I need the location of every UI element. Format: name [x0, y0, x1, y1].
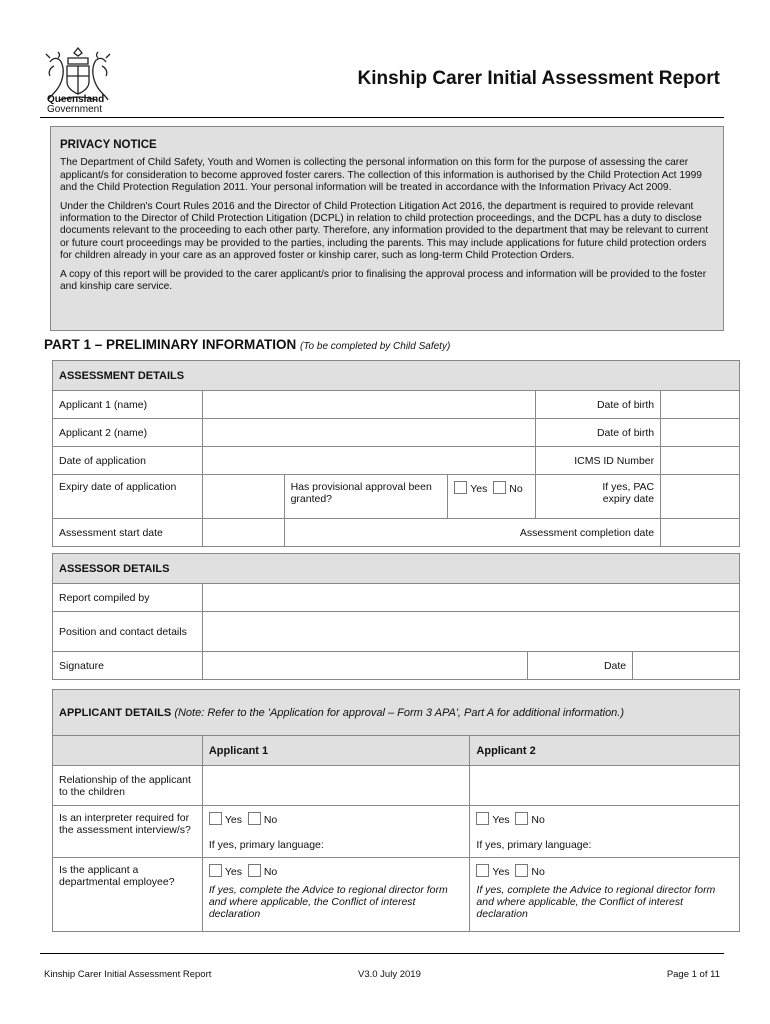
applicant-heading: APPLICANT DETAILS — [59, 706, 172, 719]
applicant1-interpreter-cell — [202, 806, 470, 858]
applicant1-relationship-field[interactable] — [202, 766, 470, 806]
footer-version: V3.0 July 2019 — [358, 969, 421, 980]
footer-page-number: Page 1 of 11 — [666, 969, 720, 980]
applicant1-employee-cell — [202, 858, 470, 932]
applicant1-employee-yes-label: Yes — [224, 866, 242, 878]
assessment-completion-label: Assessment completion date — [284, 519, 661, 547]
applicant1-advice-text: If yes, complete the Advice to regional director form and where applicable, the Conflict of interest declaration — [208, 884, 448, 920]
footer-divider — [40, 953, 724, 954]
applicant1-label: Applicant 1 (name) — [53, 391, 203, 419]
assessor-details-table — [52, 553, 740, 680]
applicant-table-corner — [53, 736, 203, 766]
privacy-paragraph-2: Under the Children's Court Rules 2016 and the Director of Child Protection Litigation Act 2016, the department is required to provide relevant information to the Director of Child Protection Litigation (DCPL) in relation to child protection proceedings, and the DCPL has a duty to disclose documents relevant to the proceeding to each other party. Therefore, any information provided to the department that may be relevant to current or future court proceedings may be provided to the parties, including the parents. This may include applications for future child protection orders for children already in your care as an approved foster or kinship carer, such as long-term Child Protection Orders. — [60, 200, 709, 262]
icms-id-field[interactable] — [661, 447, 740, 475]
applicant1-language-label: If yes, primary language: — [208, 839, 324, 851]
page-title: Kinship Carer Initial Assessment Report — [357, 68, 720, 89]
assessment-start-field[interactable] — [202, 519, 284, 547]
assessment-details-table — [52, 360, 740, 547]
applicant2-interpreter-no-checkbox[interactable] — [515, 812, 528, 825]
applicant2-advice-text: If yes, complete the Advice to regional director form and where applicable, the Conflict of interest declaration — [476, 884, 716, 920]
applicant1-employee-no-checkbox[interactable] — [248, 864, 261, 877]
applicant-heading-cell — [53, 690, 740, 736]
applicant1-interpreter-no-label: No — [263, 814, 278, 826]
header-divider — [40, 117, 724, 118]
provisional-no-checkbox[interactable] — [493, 481, 506, 494]
relationship-label: Relationship of the applicant to the children — [53, 766, 203, 806]
org-name-line2: Government — [47, 104, 103, 115]
signature-date-field[interactable] — [633, 652, 740, 680]
privacy-paragraph-1: The Department of Child Safety, Youth and Women is collecting the personal information on this form for the purpose of assessing the carer applicant/s for consideration to become approved foster carers. The collection of this information is authorised by the Child Protection Act 1999 and the Child Protection Regulation 2011. Your personal information will be treated in accordance with the Information Privacy Act 2009. — [60, 157, 702, 194]
applicant2-employee-yes-checkbox[interactable] — [476, 864, 489, 877]
applicant1-dob-label: Date of birth — [536, 391, 661, 419]
applicant2-label: Applicant 2 (name) — [53, 419, 203, 447]
report-compiled-label: Report compiled by — [53, 584, 203, 612]
applicant2-employee-yes-label: Yes — [492, 866, 510, 878]
org-name-line1: Queensland — [47, 94, 105, 105]
footer-document-title: Kinship Carer Initial Assessment Report — [44, 969, 212, 980]
provisional-approval-label: Has provisional approval been granted? — [284, 475, 448, 519]
applicant2-interpreter-yes-checkbox[interactable] — [476, 812, 489, 825]
applicant-heading-note: (Note: Refer to the 'Application for approval – Form 3 APA', Part A for additional information.) — [174, 706, 625, 719]
expiry-date-label: Expiry date of application — [53, 475, 203, 519]
position-contact-label: Position and contact details — [53, 612, 203, 652]
pac-expiry-field[interactable] — [661, 475, 740, 519]
applicant2-dob-field[interactable] — [661, 419, 740, 447]
applicant2-name-field[interactable] — [202, 419, 535, 447]
part1-title: PART 1 – PRELIMINARY INFORMATION — [44, 337, 297, 352]
date-of-application-label: Date of application — [53, 447, 203, 475]
employee-label: Is the applicant a departmental employee? — [53, 858, 203, 932]
part1-heading — [44, 337, 450, 352]
applicant2-employee-no-checkbox[interactable] — [515, 864, 528, 877]
privacy-notice — [50, 126, 724, 331]
signature-date-label: Date — [528, 652, 633, 680]
assessment-start-label: Assessment start date — [53, 519, 203, 547]
provisional-yes-label: Yes — [470, 483, 488, 495]
provisional-no-label: No — [509, 483, 523, 495]
privacy-heading: PRIVACY NOTICE — [60, 139, 157, 151]
applicant2-employee-cell — [470, 858, 740, 932]
expiry-date-field[interactable] — [202, 475, 284, 519]
applicant1-employee-yes-checkbox[interactable] — [209, 864, 222, 877]
applicant2-column-header: Applicant 2 — [470, 736, 740, 766]
applicant2-language-label: If yes, primary language: — [476, 839, 592, 851]
applicant-details-table — [52, 689, 740, 932]
icms-id-label: ICMS ID Number — [536, 447, 661, 475]
position-contact-field[interactable] — [202, 612, 739, 652]
applicant1-employee-no-label: No — [263, 866, 278, 878]
applicant1-interpreter-yes-checkbox[interactable] — [209, 812, 222, 825]
org-logo-text — [47, 95, 104, 115]
applicant2-relationship-field[interactable] — [470, 766, 740, 806]
applicant1-interpreter-yes-label: Yes — [224, 814, 242, 826]
pac-expiry-label: If yes, PAC expiry date — [536, 475, 661, 519]
provisional-approval-options — [448, 475, 536, 519]
interpreter-label: Is an interpreter required for the assessment interview/s? — [53, 806, 203, 858]
applicant1-column-header: Applicant 1 — [202, 736, 470, 766]
assessor-heading: ASSESSOR DETAILS — [53, 554, 740, 584]
assessment-completion-field[interactable] — [661, 519, 740, 547]
applicant1-interpreter-no-checkbox[interactable] — [248, 812, 261, 825]
privacy-paragraph-3: A copy of this report will be provided to the carer applicant/s prior to finalising the approval process and information will be provided to the foster and kinship care service. — [60, 268, 707, 293]
assessment-heading: ASSESSMENT DETAILS — [53, 361, 740, 391]
applicant2-interpreter-no-label: No — [531, 814, 545, 826]
applicant2-interpreter-cell — [470, 806, 740, 858]
provisional-yes-checkbox[interactable] — [454, 481, 467, 494]
applicant1-dob-field[interactable] — [661, 391, 740, 419]
applicant2-dob-label: Date of birth — [536, 419, 661, 447]
part1-note: (To be completed by Child Safety) — [300, 341, 451, 352]
applicant1-name-field[interactable] — [202, 391, 535, 419]
date-of-application-field[interactable] — [202, 447, 535, 475]
report-compiled-field[interactable] — [202, 584, 739, 612]
signature-field[interactable] — [202, 652, 527, 680]
signature-label: Signature — [53, 652, 203, 680]
applicant2-employee-no-label: No — [531, 866, 545, 878]
applicant2-interpreter-yes-label: Yes — [492, 814, 510, 826]
